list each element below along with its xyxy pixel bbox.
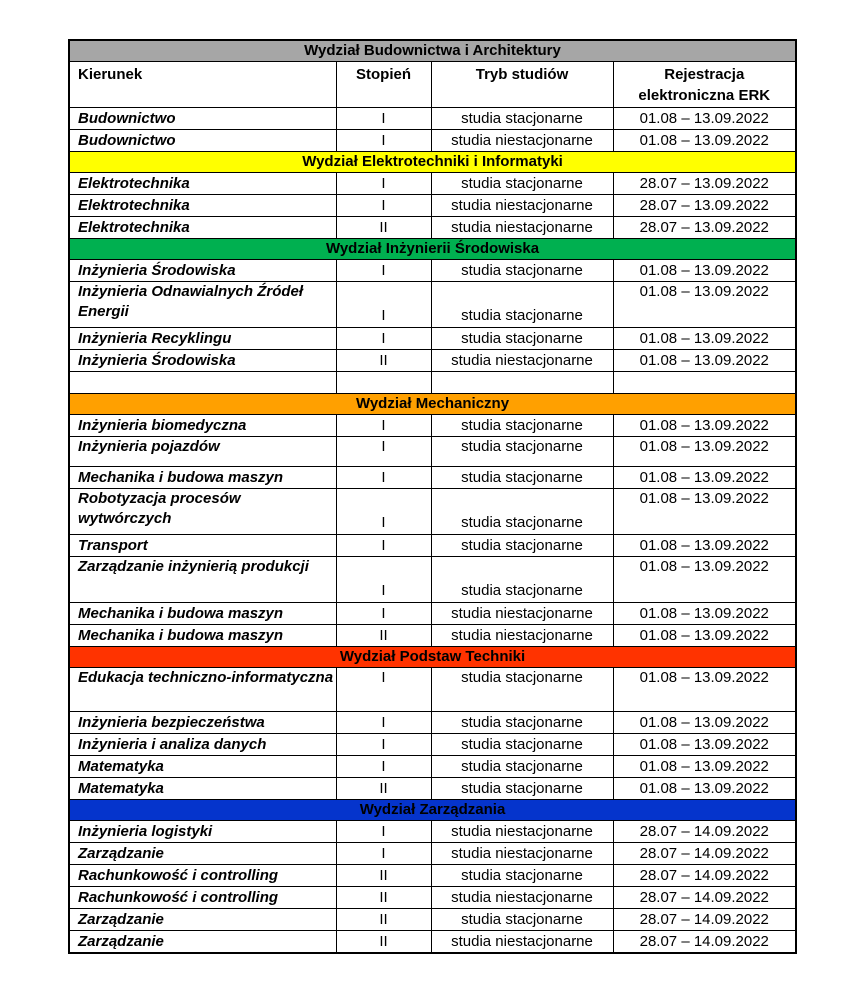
cell-stopien: I [336,282,431,328]
cell-rejestracja: 28.07 – 14.09.2022 [613,931,796,954]
blank-cell [69,372,336,394]
cell-tryb: studia niestacjonarne [431,195,613,217]
cell-stopien: II [336,887,431,909]
cell-stopien: I [336,821,431,843]
cell-tryb: studia stacjonarne [431,535,613,557]
cell-stopien: II [336,625,431,647]
cell-kierunek: Mechanika i budowa maszyn [69,467,336,489]
blank-row [69,372,796,394]
table-row [69,437,796,467]
cell-kierunek: Inżynieria i analiza danych [69,734,336,756]
cell-tryb: studia stacjonarne [431,173,613,195]
cell-kierunek: Matematyka [69,756,336,778]
cell-stopien: I [336,603,431,625]
cell-tryb: studia niestacjonarne [431,217,613,239]
cell-kierunek: Elektrotechnika [69,173,336,195]
cell-rejestracja: 01.08 – 13.09.2022 [613,712,796,734]
cell-rejestracja: 28.07 – 13.09.2022 [613,195,796,217]
cell-rejestracja: 01.08 – 13.09.2022 [613,603,796,625]
table-row [69,778,796,800]
cell-rejestracja: 28.07 – 13.09.2022 [613,217,796,239]
section-header: Wydział Zarządzania [69,800,796,821]
cell-rejestracja: 28.07 – 14.09.2022 [613,865,796,887]
section-row [69,40,796,62]
cell-kierunek: Elektrotechnika [69,217,336,239]
table-row [69,328,796,350]
table-row [69,821,796,843]
section-row [69,152,796,173]
cell-stopien: II [336,350,431,372]
cell-kierunek: Elektrotechnika [69,195,336,217]
cell-rejestracja: 01.08 – 13.09.2022 [613,328,796,350]
cell-tryb: studia stacjonarne [431,282,613,328]
cell-rejestracja: 01.08 – 13.09.2022 [613,350,796,372]
cell-rejestracja: 01.08 – 13.09.2022 [613,437,796,467]
section-header: Wydział Podstaw Techniki [69,647,796,668]
cell-tryb: studia niestacjonarne [431,603,613,625]
cell-stopien: I [336,843,431,865]
cell-rejestracja: 01.08 – 13.09.2022 [613,108,796,130]
column-header-row [69,62,796,108]
section-row [69,800,796,821]
table-row [69,603,796,625]
table-row [69,557,796,603]
cell-tryb: studia stacjonarne [431,909,613,931]
cell-tryb: studia niestacjonarne [431,625,613,647]
cell-kierunek: Inżynieria Recyklingu [69,328,336,350]
cell-tryb: studia stacjonarne [431,489,613,535]
table-row [69,108,796,130]
cell-kierunek: Inżynieria pojazdów [69,437,336,467]
cell-rejestracja: 28.07 – 14.09.2022 [613,843,796,865]
faculty-table [68,39,797,954]
section-header: Wydział Mechaniczny [69,394,796,415]
table-row [69,467,796,489]
cell-rejestracja: 28.07 – 14.09.2022 [613,887,796,909]
table-row [69,712,796,734]
cell-tryb: studia stacjonarne [431,467,613,489]
cell-stopien: I [336,668,431,712]
table-row [69,415,796,437]
table-row [69,350,796,372]
cell-stopien: I [336,557,431,603]
cell-kierunek: Rachunkowość i controlling [69,887,336,909]
cell-stopien: I [336,195,431,217]
cell-tryb: studia niestacjonarne [431,887,613,909]
table-row [69,756,796,778]
cell-kierunek: Budownictwo [69,130,336,152]
cell-rejestracja: 01.08 – 13.09.2022 [613,130,796,152]
cell-rejestracja: 01.08 – 13.09.2022 [613,668,796,712]
cell-kierunek: Budownictwo [69,108,336,130]
cell-kierunek: Mechanika i budowa maszyn [69,603,336,625]
cell-tryb: studia stacjonarne [431,415,613,437]
cell-stopien: II [336,909,431,931]
table-row [69,130,796,152]
cell-stopien: I [336,467,431,489]
cell-rejestracja: 28.07 – 13.09.2022 [613,173,796,195]
cell-stopien: II [336,865,431,887]
blank-cell [613,372,796,394]
cell-kierunek: Edukacja techniczno-informatyczna [69,668,336,712]
cell-tryb: studia stacjonarne [431,437,613,467]
table-row [69,173,796,195]
cell-tryb: studia stacjonarne [431,734,613,756]
cell-tryb: studia stacjonarne [431,668,613,712]
table-row [69,535,796,557]
column-header-tryb: Tryb studiów [431,62,613,108]
cell-tryb: studia niestacjonarne [431,843,613,865]
column-header-rejestracja-line1: Rejestracja [664,66,745,83]
cell-rejestracja: 01.08 – 13.09.2022 [613,625,796,647]
cell-kierunek: Mechanika i budowa maszyn [69,625,336,647]
table-row [69,931,796,954]
cell-stopien: I [336,130,431,152]
cell-kierunek: Zarządzanie [69,931,336,954]
cell-stopien: II [336,931,431,954]
cell-rejestracja: 28.07 – 14.09.2022 [613,821,796,843]
table-row [69,195,796,217]
table-row [69,843,796,865]
table-row [69,887,796,909]
cell-stopien: I [336,734,431,756]
cell-kierunek: Inżynieria Środowiska [69,350,336,372]
cell-tryb: studia stacjonarne [431,557,613,603]
cell-kierunek: Zarządzanie inżynierią produkcji [69,557,336,603]
cell-kierunek: Inżynieria logistyki [69,821,336,843]
table-row [69,865,796,887]
cell-stopien: II [336,778,431,800]
cell-stopien: I [336,108,431,130]
cell-rejestracja: 01.08 – 13.09.2022 [613,756,796,778]
cell-stopien: I [336,415,431,437]
section-row [69,239,796,260]
cell-rejestracja: 01.08 – 13.09.2022 [613,734,796,756]
cell-kierunek: Zarządzanie [69,843,336,865]
cell-stopien: I [336,260,431,282]
cell-kierunek: Zarządzanie [69,909,336,931]
cell-kierunek: Rachunkowość i controlling [69,865,336,887]
column-header-kierunek: Kierunek [69,62,336,108]
column-header-rejestracja-line2: elektroniczna ERK [638,87,771,104]
cell-tryb: studia stacjonarne [431,778,613,800]
table-row [69,625,796,647]
section-header: Wydział Inżynierii Środowiska [69,239,796,260]
cell-kierunek: Inżynieria Odnawialnych Źródeł Energii [69,282,336,328]
cell-rejestracja: 01.08 – 13.09.2022 [613,282,796,328]
cell-tryb: studia stacjonarne [431,328,613,350]
cell-tryb: studia stacjonarne [431,756,613,778]
table-row [69,489,796,535]
section-row [69,394,796,415]
cell-stopien: I [336,437,431,467]
section-row [69,647,796,668]
table-row [69,217,796,239]
cell-tryb: studia stacjonarne [431,108,613,130]
table-row [69,909,796,931]
cell-rejestracja: 01.08 – 13.09.2022 [613,467,796,489]
section-header: Wydział Elektrotechniki i Informatyki [69,152,796,173]
blank-cell [336,372,431,394]
cell-tryb: studia stacjonarne [431,865,613,887]
cell-stopien: I [336,535,431,557]
table-row [69,282,796,328]
cell-rejestracja: 01.08 – 13.09.2022 [613,557,796,603]
cell-rejestracja: 01.08 – 13.09.2022 [613,535,796,557]
cell-stopien: II [336,217,431,239]
cell-kierunek: Robotyzacja procesów wytwórczych [69,489,336,535]
table-row [69,668,796,712]
table-row [69,734,796,756]
section-header: Wydział Budownictwa i Architektury [69,40,796,62]
cell-rejestracja: 01.08 – 13.09.2022 [613,415,796,437]
cell-tryb: studia stacjonarne [431,712,613,734]
cell-kierunek: Inżynieria bezpieczeństwa [69,712,336,734]
cell-stopien: I [336,489,431,535]
cell-kierunek: Inżynieria Środowiska [69,260,336,282]
cell-stopien: I [336,328,431,350]
cell-rejestracja: 01.08 – 13.09.2022 [613,260,796,282]
blank-cell [431,372,613,394]
cell-stopien: I [336,756,431,778]
cell-kierunek: Matematyka [69,778,336,800]
cell-kierunek: Transport [69,535,336,557]
cell-stopien: I [336,712,431,734]
cell-rejestracja: 01.08 – 13.09.2022 [613,489,796,535]
table-row [69,260,796,282]
column-header-stopien: Stopień [336,62,431,108]
cell-kierunek: Inżynieria biomedyczna [69,415,336,437]
cell-rejestracja: 01.08 – 13.09.2022 [613,778,796,800]
cell-tryb: studia niestacjonarne [431,130,613,152]
column-header-rejestracja [613,62,796,108]
cell-tryb: studia niestacjonarne [431,931,613,954]
cell-tryb: studia stacjonarne [431,260,613,282]
cell-tryb: studia niestacjonarne [431,821,613,843]
cell-tryb: studia niestacjonarne [431,350,613,372]
cell-stopien: I [336,173,431,195]
cell-rejestracja: 28.07 – 14.09.2022 [613,909,796,931]
